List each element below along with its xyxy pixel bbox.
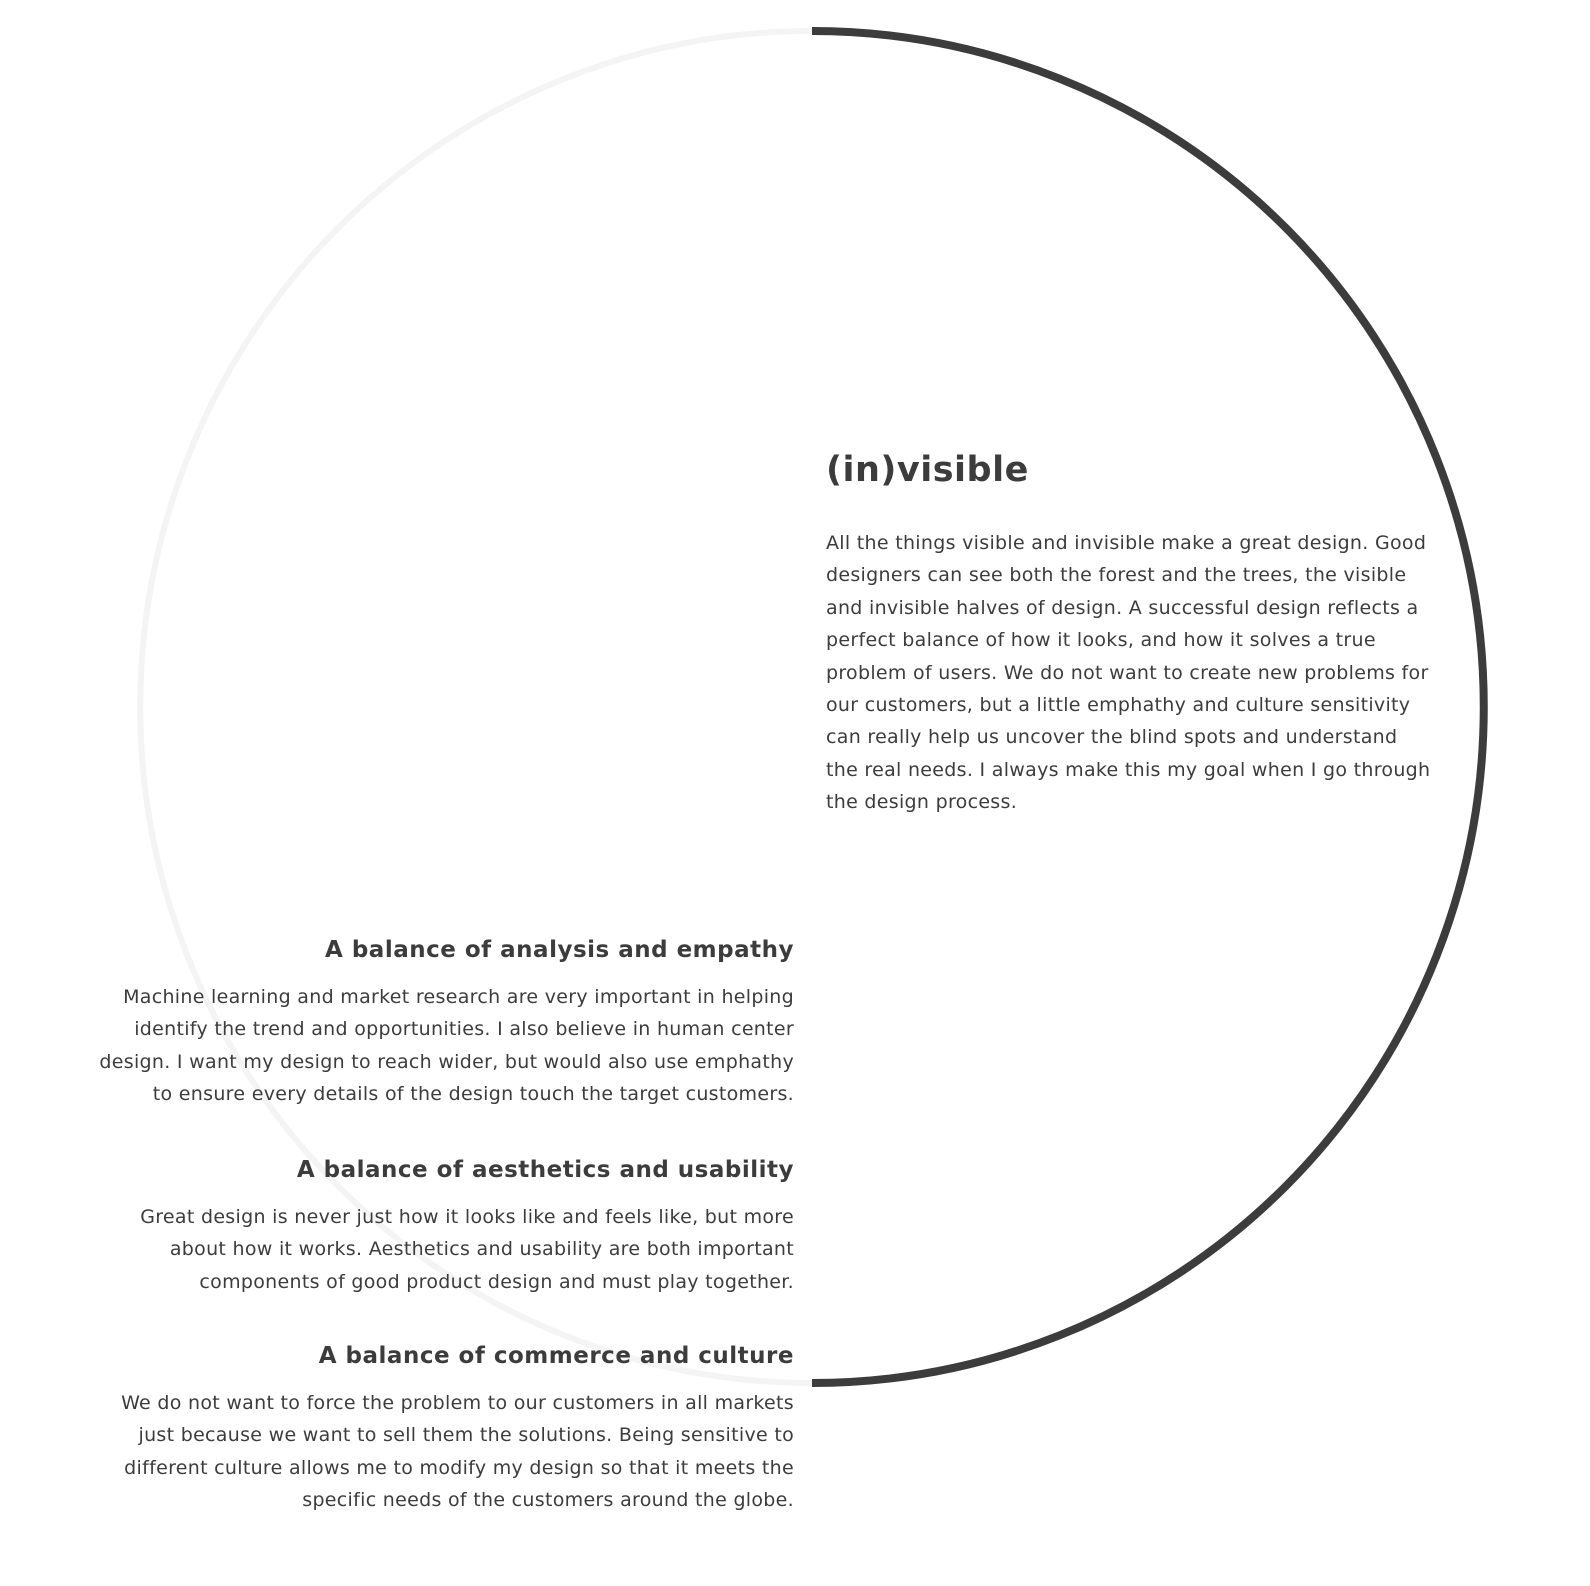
section-paragraph: Machine learning and market research are very important in helping identify the trend and opportunities. I also believe in human center design. I want my design to reach wider, but would also use emphathy to ensure every details of the design touch the target customers. [99, 986, 794, 1106]
section-title: A balance of analysis and empathy [325, 937, 794, 963]
page-title: (in)visible [826, 450, 1029, 490]
section-title: A balance of aesthetics and usability [296, 1157, 794, 1183]
section-title: A balance of commerce and culture [318, 1343, 794, 1369]
section-paragraph: We do not want to force the problem to our customers in all markets just because we want to sell them the solutions. Being sensitive to different culture allows me to modify my design so that it meets the specific needs of the customers around the globe. [121, 1392, 794, 1512]
section-analysis-empathy [94, 933, 794, 1111]
intro-paragraph: All the things visible and invisible make a great design. Good designers can see both the forest and the trees, the visible and invisible halves of design. A successful design reflects a perfect balance of how it looks, and how it solves a true problem of users. We do not want to create new problems for our customers, but a little emphathy and culture sensitivity can really help us uncover the blind spots and understand the real needs. I always make this my goal when I go through the design process. [826, 532, 1431, 814]
section-commerce-culture [94, 1339, 794, 1517]
section-paragraph: Great design is never just how it looks like and feels like, but more about how it works. Aesthetics and usability are both important components of good product design and must play together. [140, 1206, 794, 1293]
section-aesthetics-usability [94, 1153, 794, 1298]
intro-section [826, 446, 1432, 819]
